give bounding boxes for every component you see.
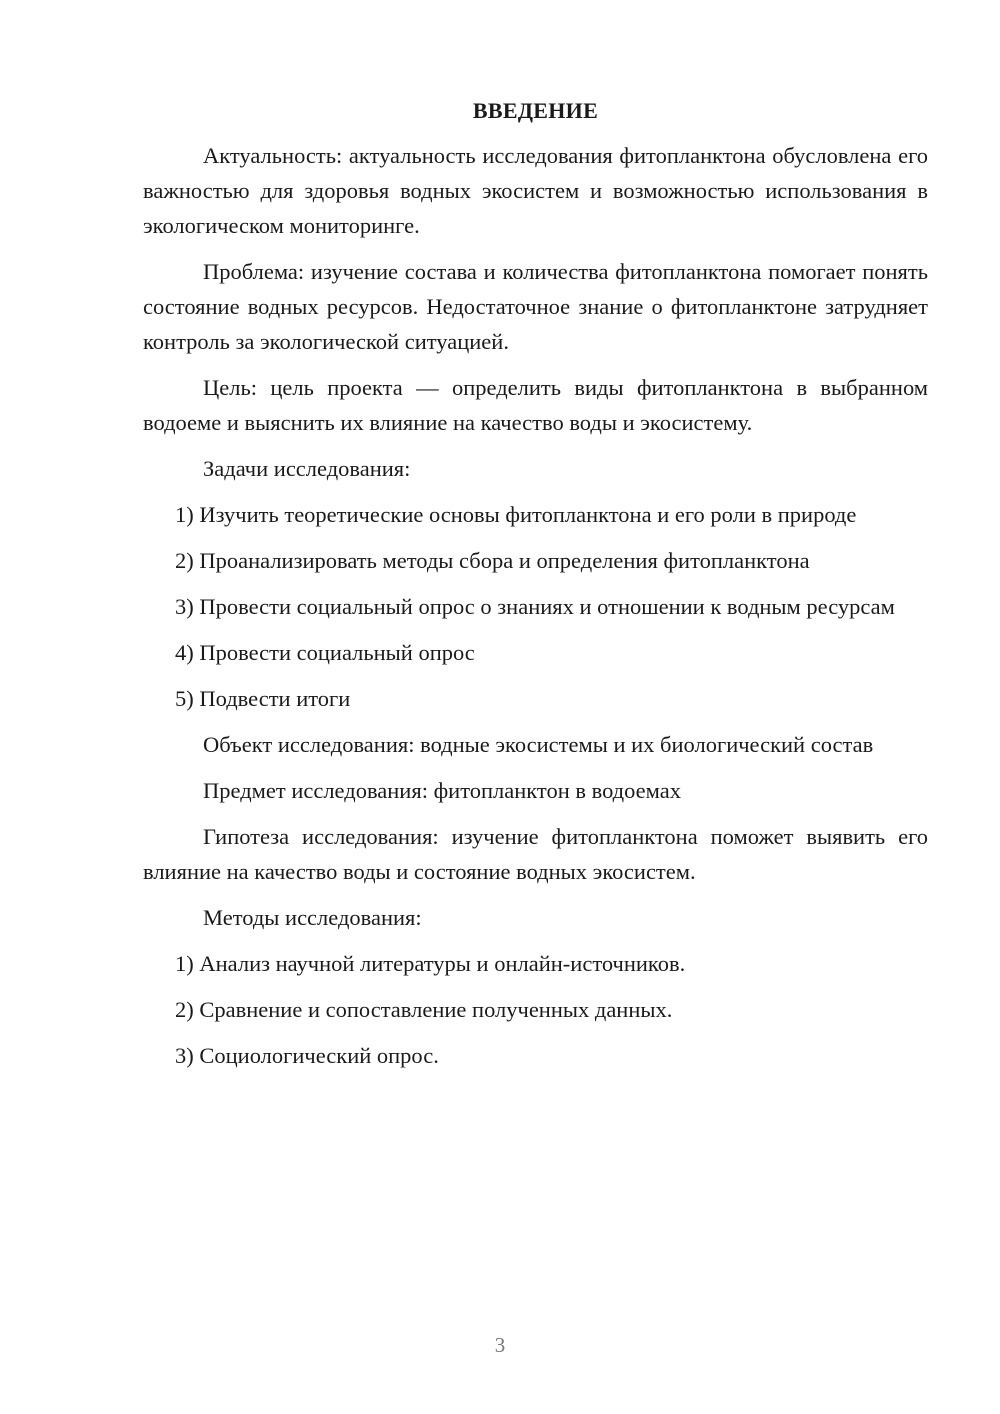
- task-item-2: 2) Проанализировать методы сбора и определения фитопланктона: [175, 548, 810, 573]
- subject-paragraph: Предмет исследования: фитопланктон в водоемах: [203, 778, 681, 803]
- object-paragraph: Объект исследования: водные экосистемы и их биологический состав: [203, 732, 874, 757]
- task-item-3: 3) Провести социальный опрос о знаниях и отношении к водным ресурсам: [175, 594, 895, 619]
- goal-paragraph: Цель: цель проекта — определить виды фитопланктона в выбранном водоеме и выяснить их влияние на качество воды и экосистему.: [143, 375, 928, 435]
- tasks-heading: Задачи исследования:: [203, 456, 411, 481]
- relevance-paragraph: Актуальность: актуальность исследования фитопланктона обусловлена его важностью для здоровья водных экосистем и возможностью использования в экологическом мониторинге.: [143, 143, 928, 238]
- task-item-1: 1) Изучить теоретические основы фитопланктона и его роли в природе: [175, 502, 857, 527]
- page-number: 3: [494, 1333, 506, 1357]
- method-item-3: 3) Социологический опрос.: [175, 1043, 439, 1068]
- methods-heading: Методы исследования:: [203, 905, 422, 930]
- hypothesis-paragraph: Гипотеза исследования: изучение фитопланктона поможет выявить его влияние на качество воды и состояние водных экосистем.: [143, 824, 928, 884]
- page-content: [143, 93, 928, 1084]
- task-item-5: 5) Подвести итоги: [175, 686, 351, 711]
- method-item-1: 1) Анализ научной литературы и онлайн-источников.: [175, 951, 686, 976]
- method-item-2: 2) Сравнение и сопоставление полученных данных.: [175, 997, 673, 1022]
- problem-paragraph: Проблема: изучение состава и количества фитопланктона помогает понять состояние водных ресурсов. Недостаточное знание о фитопланктоне затрудняет контроль за экологической ситуацией.: [143, 259, 928, 354]
- section-title: ВВЕДЕНИЕ: [472, 98, 599, 123]
- task-item-4: 4) Провести социальный опрос: [175, 640, 475, 665]
